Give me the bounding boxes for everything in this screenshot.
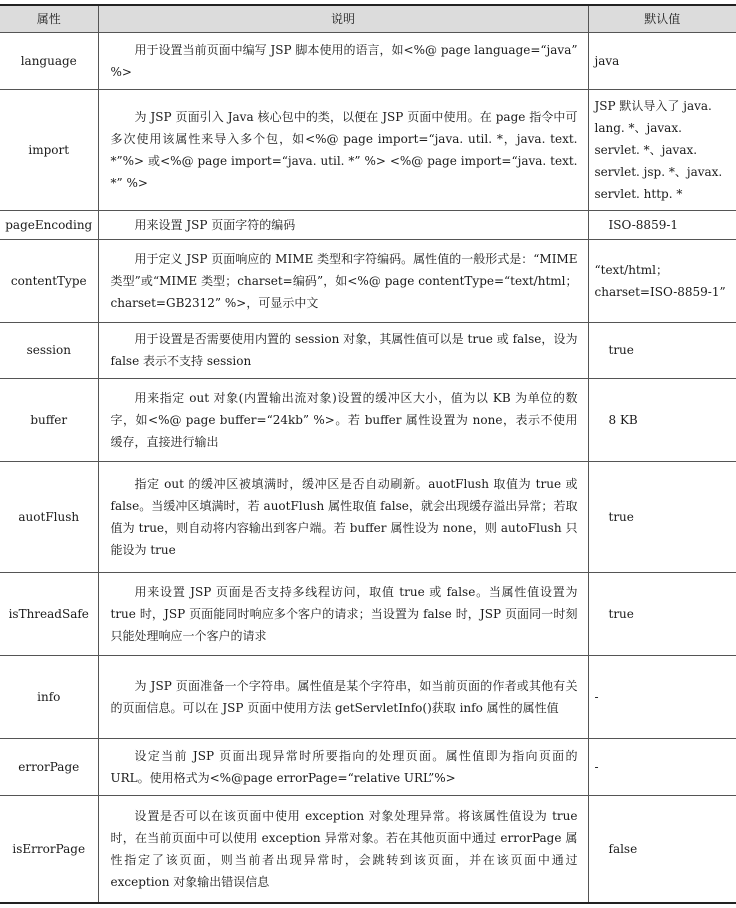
table-row [0,32,736,89]
attribute-description: 指定 out 的缓冲区被填满时，缓冲区是否自动刷新。auotFlush 取值为 true 或 false。当缓冲区填满时，若 auotFlush 属性取值 false，就会出现缓存溢出异常；若取值为 true，则自动将内容输出到客户端。若 buffer 属性设为 none，则 autoFlush 只能设为 true [110,476,578,557]
attribute-name: errorPage [0,738,98,795]
attribute-name: info [0,655,98,738]
attribute-name: buffer [0,378,98,461]
table-row [0,461,736,572]
attribute-default: java [588,32,736,89]
attribute-description: 用来指定 out 对象(内置输出流对象)设置的缓冲区大小，值为以 KB 为单位的数字，如<%@ page buffer=“24kb” %>。若 buffer 属性设置为 none，表示不使用缓存，直接进行输出 [110,390,578,449]
attribute-default: true [588,572,736,655]
header-default: 默认值 [588,5,736,32]
table-row [0,572,736,655]
attribute-name: isErrorPage [0,795,98,903]
table-row [0,738,736,795]
table-row [0,239,736,322]
attribute-name: import [0,89,98,210]
header-attribute: 属性 [0,5,98,32]
attribute-default: “text/html；charset=ISO-8859-1” [588,239,736,322]
attribute-name: pageEncoding [0,210,98,239]
attribute-default: true [588,461,736,572]
table-row [0,378,736,461]
attribute-default: true [588,322,736,378]
attribute-default: - [588,738,736,795]
table-row [0,89,736,210]
attribute-default: false [588,795,736,903]
attribute-description: 为 JSP 页面准备一个字符串。属性值是某个字符串，如当前页面的作者或其他有关的页面信息。可以在 JSP 页面中使用方法 getServletInfo()获取 info 属性的属性值 [110,678,578,715]
table-row [0,795,736,903]
attribute-description: 设定当前 JSP 页面出现异常时所要指向的处理页面。属性值即为指向页面的 URL。使用格式为<%@page errorPage=“relative URL”%> [110,748,578,785]
attribute-name: language [0,32,98,89]
header-description: 说明 [98,5,588,32]
attribute-default: ISO-8859-1 [588,210,736,239]
attribute-description: 为 JSP 页面引入 Java 核心包中的类，以便在 JSP 页面中使用。在 page 指令中可多次使用该属性来导入多个包，如<%@ page import=“java. util. *，java. text. *”%> 或<%@ page import=“java. util. *” %> <%@ page import=“java. text. *” %> [110,109,578,190]
attribute-description: 用来设置 JSP 页面是否支持多线程访问，取值 true 或 false。当属性值设置为 true 时，JSP 页面能同时响应多个客户的请求；当设置为 false 时，JSP 页面同一时刻只能处理响应一个客户的请求 [110,584,578,643]
attribute-default: - [588,655,736,738]
header-row [0,5,736,32]
attribute-default: 8 KB [588,378,736,461]
attribute-description: 设置是否可以在该页面中使用 exception 对象处理异常。将该属性值设为 true 时，在当前页面中可以使用 exception 异常对象。若在其他页面中通过 errorPage 属性指定了该页面，则当前者出现异常时，会跳转到该页面，并在该页面中通过 exception 对象输出错误信息 [110,808,578,889]
attribute-name: isThreadSafe [0,572,98,655]
table-row [0,655,736,738]
attribute-name: contentType [0,239,98,322]
jsp-page-directive-attributes-table [0,4,736,904]
attribute-name: session [0,322,98,378]
table-row [0,210,736,239]
attribute-description: 用来设置 JSP 页面字符的编码 [134,217,296,232]
attribute-description: 用于定义 JSP 页面响应的 MIME 类型和字符编码。属性值的一般形式是：“MIME 类型”或“MIME 类型；charset=编码”，如<%@ page contentType=“text/html；charset=GB2312” %>，可显示中文 [110,251,578,310]
table-row [0,322,736,378]
attribute-description: 用于设置是否需要使用内置的 session 对象，其属性值可以是 true 或 false，设为 false 表示不支持 session [110,332,578,368]
attribute-default: JSP 默认导入了 java. lang. *、javax. servlet. *、javax. servlet. jsp. *、javax. servlet. http. * [588,89,736,210]
attribute-name: auotFlush [0,461,98,572]
attribute-description: 用于设置当前页面中编写 JSP 脚本使用的语言，如<%@ page language=“java” %> [110,42,578,79]
